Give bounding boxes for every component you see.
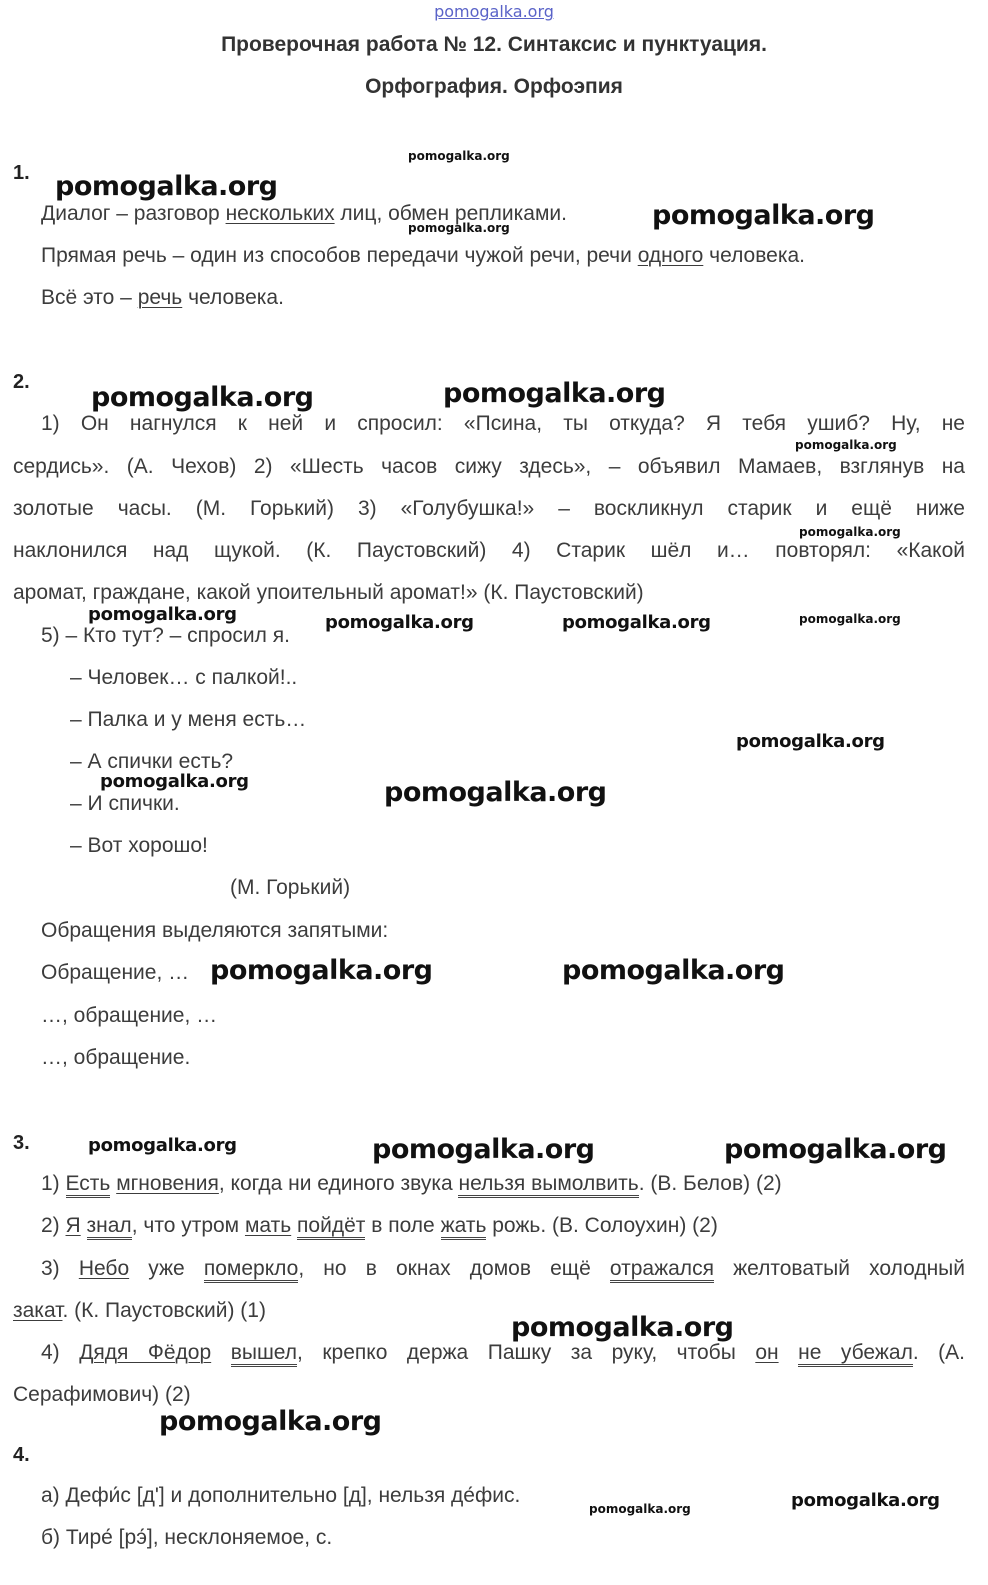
s3-line-1: 1) Есть мгновения, когда ни единого звука нельзя вымолвить. (В. Белов) (2) (41, 1172, 782, 1196)
s2-dialog-2: – Человек… с палкой!.. (70, 666, 298, 689)
watermark: pomogalka.org (91, 382, 314, 413)
s2-para-line-4: наклонился над щукой. (К. Паустовский) 4) Старик шёл и… повторял: «Какой (13, 539, 965, 562)
s3-line-4: закат. (К. Паустовский) (1) (13, 1299, 266, 1322)
watermark: pomogalka.org (589, 1502, 691, 1516)
s3-line-6: Серафимович) (2) (13, 1383, 191, 1406)
s2-dialog-5: – И спички. (70, 792, 180, 815)
watermark: pomogalka.org (325, 612, 474, 633)
section-number-3: 3. (13, 1132, 30, 1154)
s2-rule-4: …, обращение. (41, 1046, 191, 1069)
watermark: pomogalka.org (791, 1490, 940, 1511)
watermark: pomogalka.org (210, 955, 433, 986)
watermark: pomogalka.org (372, 1134, 595, 1165)
watermark: pomogalka.org (88, 604, 237, 625)
watermark: pomogalka.org (562, 612, 711, 633)
watermark: pomogalka.org (652, 200, 875, 231)
watermark: pomogalka.org (88, 1135, 237, 1156)
watermark: pomogalka.org (562, 955, 785, 986)
s2-para-line-5: аромат, граждане, какой упоительный аромат!» (К. Паустовский) (13, 581, 644, 604)
watermark: pomogalka.org (384, 777, 607, 808)
s2-rule-3: …, обращение, … (41, 1004, 218, 1027)
section-number-2: 2. (13, 371, 30, 393)
watermark: pomogalka.org (408, 221, 510, 235)
watermark: pomogalka.org (799, 525, 901, 539)
watermark: pomogalka.org (736, 731, 885, 752)
s2-author: (М. Горький) (230, 876, 351, 899)
section-number-4: 4. (13, 1444, 30, 1466)
s2-para-line-1: 1) Он нагнулся к ней и спросил: «Псина, ты откуда? Я тебя ушиб? Ну, не (41, 412, 965, 435)
s2-rule-2: Обращение, … (41, 961, 190, 984)
s2-dialog-4: – А спички есть? (70, 750, 234, 773)
s2-dialog-6: – Вот хорошо! (70, 834, 208, 857)
s4-line-1: а) Дефи́с [д'] и дополнительно [д], нельзя де́фис. (41, 1484, 521, 1507)
watermark: pomogalka.org (511, 1312, 734, 1343)
watermark: pomogalka.org (408, 149, 510, 163)
s2-rule-1: Обращения выделяются запятыми: (41, 919, 389, 942)
watermark: pomogalka.org (443, 378, 666, 409)
s2-para-line-2: сердись». (А. Чехов) 2) «Шесть часов сижу здесь», – объявил Мамаев, взглянув на (13, 455, 965, 478)
watermark: pomogalka.org (724, 1134, 947, 1165)
s3-line-5: 4) Дядя Фёдор вышел, крепко держа Пашку за руку, чтобы он не убежал. (А. (41, 1341, 965, 1365)
s2-para-line-3: золотые часы. (М. Горький) 3) «Голубушка!» – воскликнул старик и ещё ниже (13, 497, 965, 520)
s2-dialog-1: 5) – Кто тут? – спросил я. (41, 624, 290, 647)
page-subtitle: Орфография. Орфоэпия (365, 75, 623, 98)
watermark: pomogalka.org (159, 1406, 382, 1437)
s1-line-2: Прямая речь – один из способов передачи чужой речи, речи одного человека. (41, 244, 806, 267)
s1-line-3: Всё это – речь человека. (41, 286, 284, 309)
watermark: pomogalka.org (795, 438, 897, 452)
s2-dialog-3: – Палка и у меня есть… (70, 708, 307, 731)
page-title: Проверочная работа № 12. Синтаксис и пунктуация. (221, 33, 767, 56)
section-number-1: 1. (13, 162, 30, 184)
watermark: pomogalka.org (100, 771, 249, 792)
s3-line-3: 3) Небо уже померкло, но в окнах домов ещё отражался желтоватый холодный (41, 1257, 965, 1281)
watermark-top: pomogalka.org (434, 2, 554, 21)
s1-line-1: Диалог – разговор нескольких лиц, обмен репликами. (41, 202, 567, 225)
watermark: pomogalka.org (799, 612, 901, 626)
watermark: pomogalka.org (55, 171, 278, 202)
s3-line-2: 2) Я знал, что утром мать пойдёт в поле жать рожь. (В. Солоухин) (2) (41, 1214, 718, 1238)
s4-line-2: б) Тире́ [рэ́], несклоняемое, с. (41, 1526, 333, 1549)
